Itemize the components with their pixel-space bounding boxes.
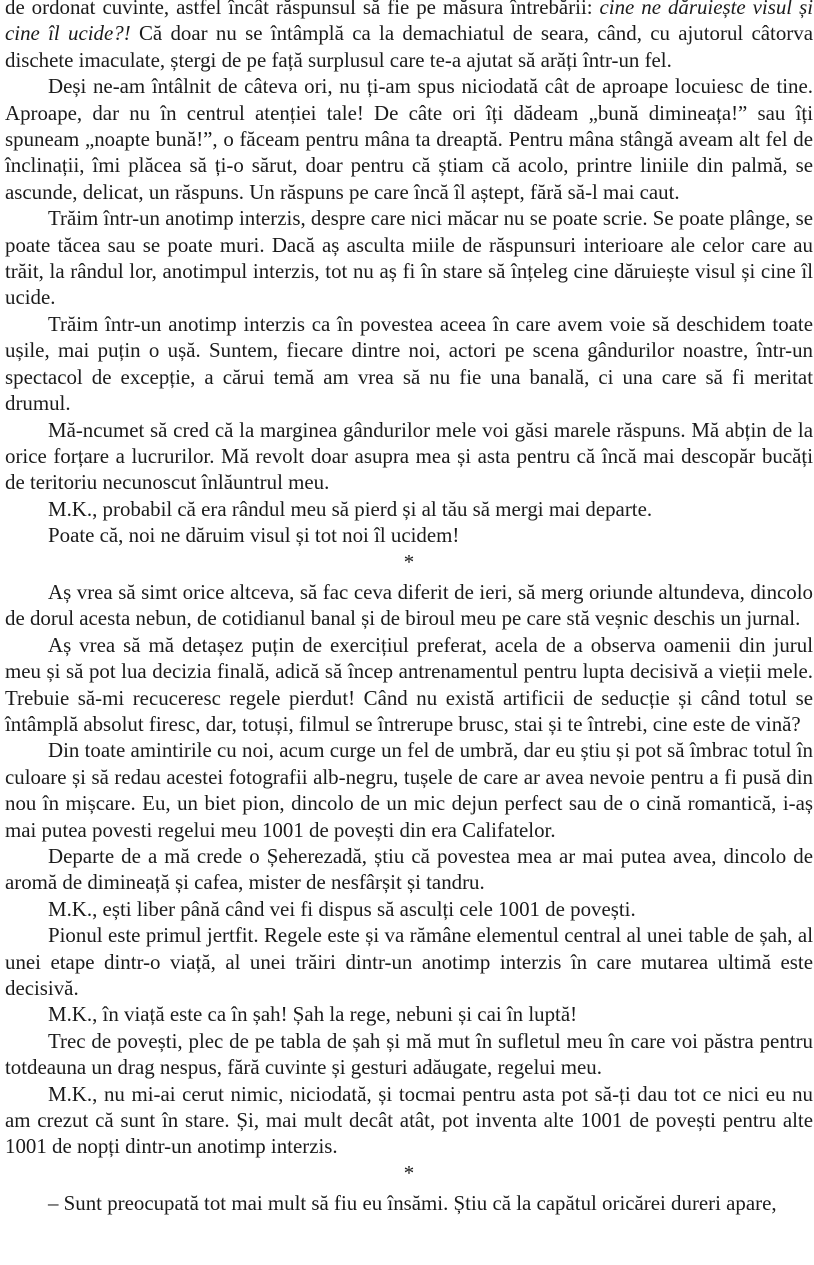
text-run: de ordonat cuvinte, astfel încât răspunsul să fie pe măsura întrebării: [5,0,600,19]
paragraph [5,311,813,417]
paragraph [5,205,813,311]
text-run: M.K., ești liber până când vei fi dispus să asculți cele 1001 de povești. [48,896,636,921]
page-text [5,0,813,1217]
paragraph [5,1081,813,1160]
paragraph [5,73,813,205]
paragraph [5,417,813,496]
text-run: M.K., în viață este ca în șah! Șah la rege, nebuni și cai în luptă! [48,1002,578,1027]
text-run: M.K., nu mi-ai cerut nimic, niciodată, și tocmai pentru asta pot să-ți dau tot ce nici eu nu am crezut că sunt în stare. Și, mai mult decât atât, pot inventa alte 1001 de povești pentru alte 1001 de nopți dintr-un anotimp interzis. [5,1081,813,1159]
text-run: Din toate amintirile cu noi, acum curge un fel de umbră, dar eu știu și pot să îmbrac totul în culoare și să redau acestei fotografii alb-negru, tușele de care ar avea nevoie pentru a fi pusă din nou în mișcare. Eu, un biet pion, dincolo de un mic dejun perfect sau de o cină romantică, i-aș mai putea povesti regelui meu 1001 de povești din era Califatelor. [5,738,813,842]
text-run: Trăim într-un anotimp interzis ca în povestea aceea în care avem voie să deschidem toate ușile, mai puțin o ușă. Suntem, fiecare dintre noi, actori pe scena gândurilor noastre, într-un spectacol de excepție, a cărui temă am vrea să nu fie una banală, ci una care să fi meritat drumul. [5,311,813,416]
paragraph [5,1028,813,1081]
section-separator [5,549,813,575]
paragraph [5,1001,813,1027]
paragraph [5,632,813,738]
paragraph [5,737,813,843]
text-run: Deși ne-am întâlnit de câteva ori, nu ți-am spus niciodată cât de aproape locuiesc de tine. Aproape, dar nu în centrul atenției tale! De câte ori îți dădeam „bună dimineața!” sau îți spuneam „noapte bună!”, o făceam pentru mâna ta dreaptă. Pentru mâna stângă aveam alt fel de înclinații, îmi plăcea să ți-o sărut, doar pentru că știam că acolo, printre liniile din palmă, se ascunde, delicat, un răspuns. Un răspuns pe care încă îl aștept, fără să-l mai caut. [5,74,813,204]
paragraph [5,0,813,73]
paragraph [5,522,813,548]
italic-phrase: cine ne dăruiește visul și cine îl ucide?! [5,0,814,46]
paragraph [5,922,813,1001]
text-run: Trec de povești, plec de pe tabla de șah și mă mut în sufletul meu în care voi păstra pentru totdeauna un drag nespus, fără cuvinte și gesturi adăugate, regelui meu. [5,1028,813,1080]
text-run: Poate că, noi ne dăruim visul și tot noi îl ucidem! [48,523,460,548]
paragraph [5,1190,813,1216]
text-run: * [403,1160,415,1185]
text-run: * [403,549,415,574]
paragraph [5,896,813,922]
paragraph [5,579,813,632]
text-run: Trăim într-un anotimp interzis, despre care nici măcar nu se poate scrie. Se poate plânge, se poate tăcea sau se poate muri. Dacă aș asculta miile de răspunsuri interioare ale celor care au trăit, la rândul lor, anotimpul interzis, tot nu aș fi în stare să înțeleg cine dăruiește visul și cine îl ucide. [5,206,813,310]
text-run: Departe de a mă crede o Șeherezadă, știu că povestea mea ar mai putea avea, dincolo de aromă de dimineață și cafea, mister de nesfârșit și tandru. [5,844,813,895]
text-run: M.K., probabil că era rândul meu să pierd și al tău să mergi mai departe. [48,496,653,521]
text-run: Aș vrea să mă detașez puțin de exercițiul preferat, acela de a observa oamenii din jurul meu și să pot lua decizia finală, adică să încep antrenamentul pentru lupta decisivă a vieții mele. Trebuie să-mi recuceresc regele pierdut! Când nu există artificii de seducție și când totul se întâmplă absolut firesc, dar, totuși, filmul se întrerupe brusc, stai și te întrebi, cine este de vină? [5,632,813,736]
text-run: Aș vrea să simt orice altceva, să fac ceva diferit de ieri, să merg oriunde altundeva, dincolo de dorul acesta nebun, de cotidianul banal și de biroul meu pe care stă veșnic deschis un jurnal. [5,579,813,631]
text-run: Că doar nu se întâmplă ca la demachiatul de seara, când, cu ajutorul câtorva dischete imaculate, ștergi de pe față surplusul care te-a ajutat să arăți într-un fel. [5,21,813,72]
text-run: – Sunt preocupată tot mai mult să fiu eu însămi. Știu că la capătul oricărei dureri apare, [48,1191,777,1216]
paragraph [5,496,813,522]
section-separator [5,1160,813,1186]
text-run: Mă-ncumet să cred că la marginea gândurilor mele voi găsi marele răspuns. Mă abțin de la orice forțare a lucrurilor. Mă revolt doar asupra mea și asta pentru că încă mai descopăr bucăți de teritoriu necunoscut înlăuntrul meu. [5,417,813,495]
paragraph [5,843,813,896]
text-run: Pionul este primul jertfit. Regele este și va rămâne elementul central al unei table de șah, al unei etape dintr-o viață, al unei trăiri dintr-un anotimp interzis în care mutarea ultimă este decisivă. [5,923,813,1001]
